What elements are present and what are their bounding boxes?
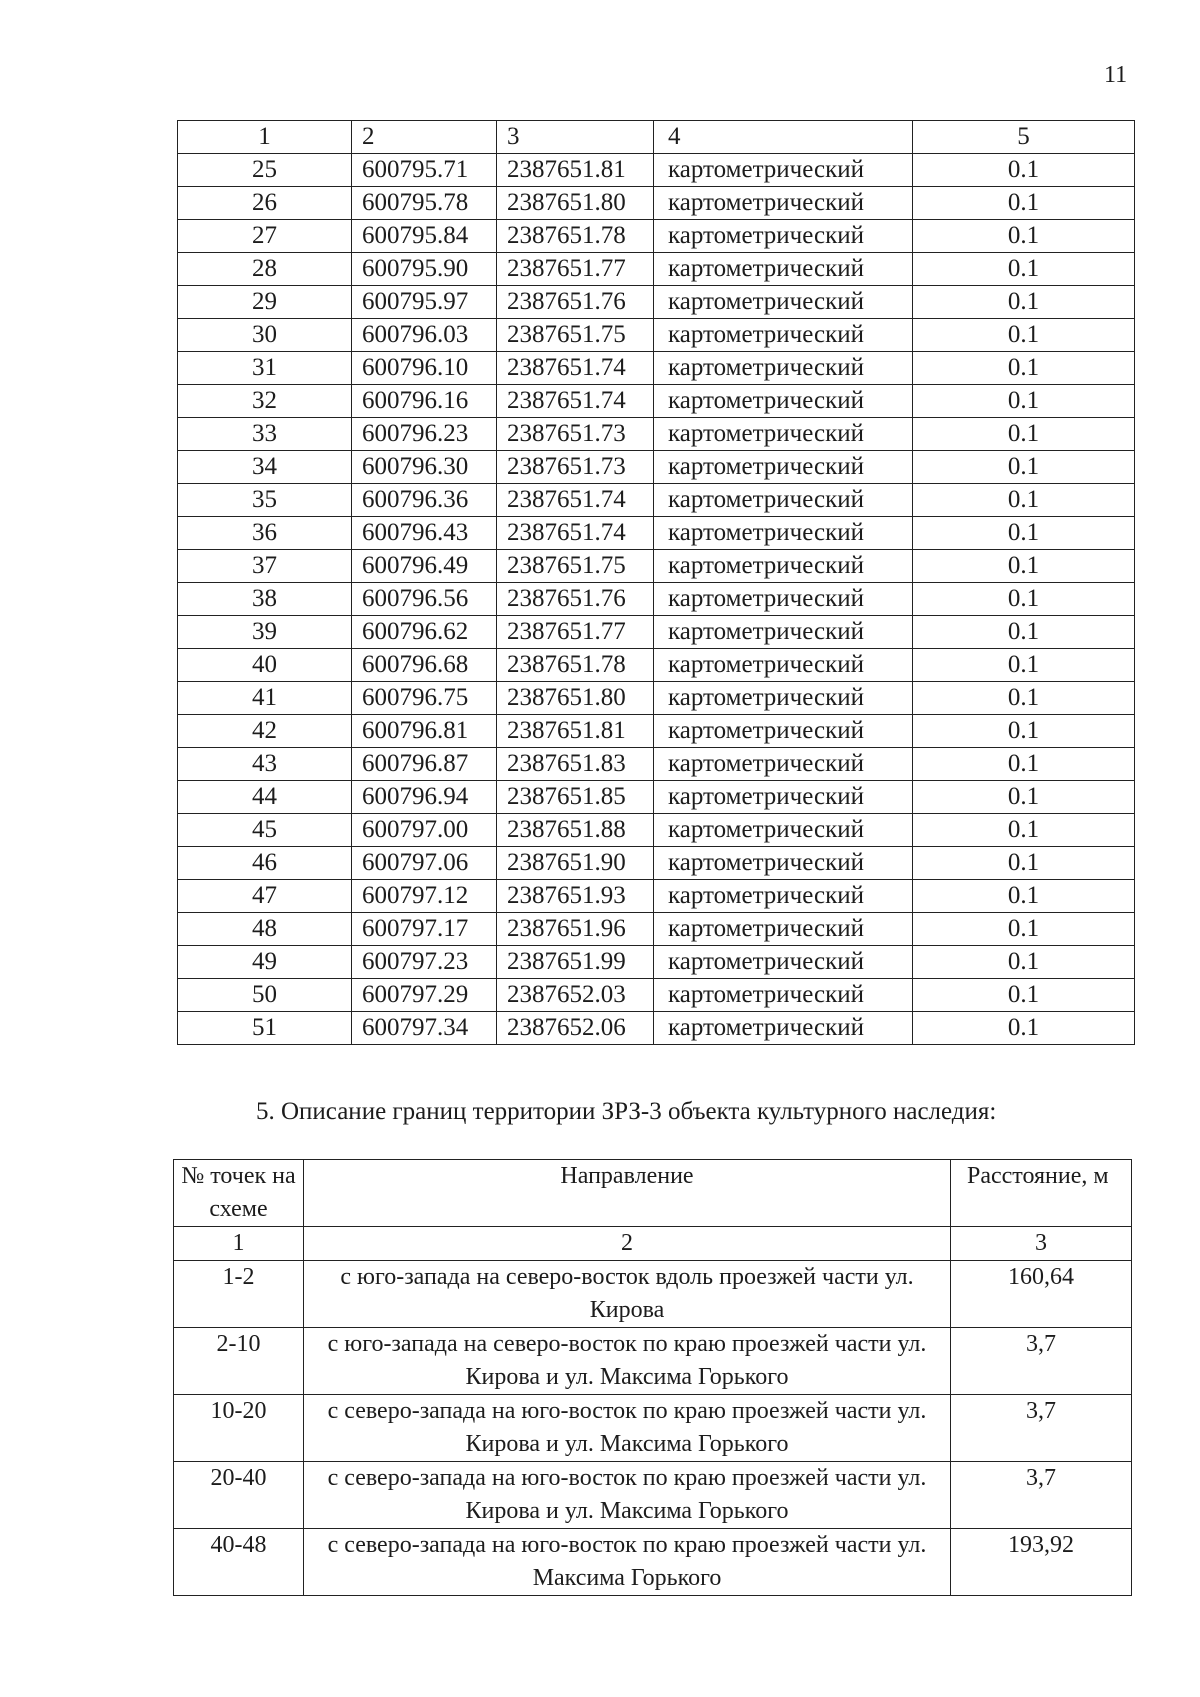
segment-points-cell: 20-40 [174, 1462, 304, 1529]
x-coordinate-cell: 600796.56 [352, 583, 497, 616]
table-row [178, 154, 1135, 187]
table-row [174, 1261, 1132, 1328]
point-number-cell: 48 [178, 913, 352, 946]
accuracy-cell: 0.1 [913, 814, 1135, 847]
method-cell: картометрический [654, 154, 913, 187]
table-row [174, 1529, 1132, 1596]
x-coordinate-cell: 600795.71 [352, 154, 497, 187]
direction-cell: с северо-запада на юго-восток по краю проезжей части ул. Кирова и ул. Максима Горького [304, 1462, 951, 1529]
point-number-cell: 45 [178, 814, 352, 847]
x-coordinate-cell: 600796.49 [352, 550, 497, 583]
direction-cell: с юго-запада на северо-восток по краю проезжей части ул. Кирова и ул. Максима Горького [304, 1328, 951, 1395]
point-number-cell: 26 [178, 187, 352, 220]
x-coordinate-cell: 600796.10 [352, 352, 497, 385]
segment-points-cell: 40-48 [174, 1529, 304, 1596]
table-row [178, 385, 1135, 418]
table-row [178, 979, 1135, 1012]
method-cell: картометрический [654, 682, 913, 715]
x-coordinate-cell: 600796.87 [352, 748, 497, 781]
x-coordinate-cell: 600796.68 [352, 649, 497, 682]
table-row [178, 913, 1135, 946]
boundary-header-row [174, 1160, 1132, 1227]
table-row [174, 1395, 1132, 1462]
accuracy-cell: 0.1 [913, 154, 1135, 187]
method-cell: картометрический [654, 352, 913, 385]
column-number: 2 [304, 1227, 951, 1261]
table-row [178, 748, 1135, 781]
method-cell: картометрический [654, 847, 913, 880]
y-coordinate-cell: 2387651.75 [497, 319, 654, 352]
accuracy-cell: 0.1 [913, 352, 1135, 385]
table-row [178, 550, 1135, 583]
method-cell: картометрический [654, 748, 913, 781]
accuracy-cell: 0.1 [913, 286, 1135, 319]
column-number: 3 [497, 121, 654, 154]
point-number-cell: 38 [178, 583, 352, 616]
table-row [178, 286, 1135, 319]
point-number-cell: 42 [178, 715, 352, 748]
accuracy-cell: 0.1 [913, 880, 1135, 913]
method-cell: картометрический [654, 385, 913, 418]
point-number-cell: 32 [178, 385, 352, 418]
point-number-cell: 47 [178, 880, 352, 913]
header-direction: Направление [304, 1160, 951, 1227]
x-coordinate-cell: 600795.84 [352, 220, 497, 253]
x-coordinate-cell: 600796.23 [352, 418, 497, 451]
distance-cell: 3,7 [951, 1328, 1132, 1395]
method-cell: картометрический [654, 220, 913, 253]
y-coordinate-cell: 2387651.76 [497, 286, 654, 319]
table-row [178, 517, 1135, 550]
y-coordinate-cell: 2387651.80 [497, 187, 654, 220]
y-coordinate-cell: 2387651.83 [497, 748, 654, 781]
method-cell: картометрический [654, 187, 913, 220]
y-coordinate-cell: 2387651.78 [497, 649, 654, 682]
distance-cell: 193,92 [951, 1529, 1132, 1596]
point-number-cell: 51 [178, 1012, 352, 1045]
y-coordinate-cell: 2387652.06 [497, 1012, 654, 1045]
x-coordinate-cell: 600796.16 [352, 385, 497, 418]
point-number-cell: 27 [178, 220, 352, 253]
segment-points-cell: 2-10 [174, 1328, 304, 1395]
accuracy-cell: 0.1 [913, 1012, 1135, 1045]
y-coordinate-cell: 2387651.90 [497, 847, 654, 880]
x-coordinate-cell: 600797.29 [352, 979, 497, 1012]
method-cell: картометрический [654, 781, 913, 814]
table-row [178, 253, 1135, 286]
y-coordinate-cell: 2387651.76 [497, 583, 654, 616]
x-coordinate-cell: 600795.90 [352, 253, 497, 286]
table-row [174, 1328, 1132, 1395]
method-cell: картометрический [654, 253, 913, 286]
distance-cell: 160,64 [951, 1261, 1132, 1328]
direction-cell: с северо-запада на юго-восток по краю проезжей части ул. Максима Горького [304, 1529, 951, 1596]
accuracy-cell: 0.1 [913, 682, 1135, 715]
method-cell: картометрический [654, 550, 913, 583]
point-number-cell: 43 [178, 748, 352, 781]
distance-cell: 3,7 [951, 1395, 1132, 1462]
method-cell: картометрический [654, 418, 913, 451]
point-number-cell: 50 [178, 979, 352, 1012]
table-row [178, 187, 1135, 220]
accuracy-cell: 0.1 [913, 385, 1135, 418]
table-row [178, 220, 1135, 253]
distance-cell: 3,7 [951, 1462, 1132, 1529]
accuracy-cell: 0.1 [913, 715, 1135, 748]
x-coordinate-cell: 600797.06 [352, 847, 497, 880]
segment-points-cell: 1-2 [174, 1261, 304, 1328]
point-number-cell: 44 [178, 781, 352, 814]
method-cell: картометрический [654, 979, 913, 1012]
boundary-table [173, 1159, 1132, 1596]
table-row [178, 418, 1135, 451]
table-row [178, 484, 1135, 517]
y-coordinate-cell: 2387651.99 [497, 946, 654, 979]
accuracy-cell: 0.1 [913, 517, 1135, 550]
y-coordinate-cell: 2387651.77 [497, 616, 654, 649]
table-row [178, 781, 1135, 814]
x-coordinate-cell: 600797.00 [352, 814, 497, 847]
method-cell: картометрический [654, 319, 913, 352]
x-coordinate-cell: 600796.03 [352, 319, 497, 352]
point-number-cell: 30 [178, 319, 352, 352]
method-cell: картометрический [654, 451, 913, 484]
method-cell: картометрический [654, 649, 913, 682]
method-cell: картометрический [654, 583, 913, 616]
direction-cell: с юго-запада на северо-восток вдоль проезжей части ул. Кирова [304, 1261, 951, 1328]
x-coordinate-cell: 600797.34 [352, 1012, 497, 1045]
accuracy-cell: 0.1 [913, 187, 1135, 220]
column-number: 1 [178, 121, 352, 154]
accuracy-cell: 0.1 [913, 253, 1135, 286]
column-number: 1 [174, 1227, 304, 1261]
accuracy-cell: 0.1 [913, 979, 1135, 1012]
accuracy-cell: 0.1 [913, 319, 1135, 352]
y-coordinate-cell: 2387651.77 [497, 253, 654, 286]
x-coordinate-cell: 600797.12 [352, 880, 497, 913]
direction-cell: с северо-запада на юго-восток по краю проезжей части ул. Кирова и ул. Максима Горького [304, 1395, 951, 1462]
x-coordinate-cell: 600796.43 [352, 517, 497, 550]
x-coordinate-cell: 600795.97 [352, 286, 497, 319]
y-coordinate-cell: 2387651.74 [497, 352, 654, 385]
table-row [178, 946, 1135, 979]
x-coordinate-cell: 600796.81 [352, 715, 497, 748]
point-number-cell: 40 [178, 649, 352, 682]
header-distance: Расстояние, м [951, 1160, 1132, 1227]
method-cell: картометрический [654, 946, 913, 979]
x-coordinate-cell: 600795.78 [352, 187, 497, 220]
point-number-cell: 29 [178, 286, 352, 319]
table-row [174, 1462, 1132, 1529]
y-coordinate-cell: 2387651.85 [497, 781, 654, 814]
point-number-cell: 41 [178, 682, 352, 715]
accuracy-cell: 0.1 [913, 946, 1135, 979]
point-number-cell: 39 [178, 616, 352, 649]
y-coordinate-cell: 2387651.96 [497, 913, 654, 946]
table-row [178, 682, 1135, 715]
table-row [178, 1012, 1135, 1045]
point-number-cell: 36 [178, 517, 352, 550]
accuracy-cell: 0.1 [913, 220, 1135, 253]
y-coordinate-cell: 2387651.88 [497, 814, 654, 847]
column-number: 5 [913, 121, 1135, 154]
coordinates-header-row [178, 121, 1135, 154]
x-coordinate-cell: 600796.94 [352, 781, 497, 814]
table-row [178, 319, 1135, 352]
method-cell: картометрический [654, 715, 913, 748]
accuracy-cell: 0.1 [913, 649, 1135, 682]
y-coordinate-cell: 2387652.03 [497, 979, 654, 1012]
y-coordinate-cell: 2387651.73 [497, 418, 654, 451]
accuracy-cell: 0.1 [913, 583, 1135, 616]
column-number: 4 [654, 121, 913, 154]
page-number: 11 [1104, 62, 1128, 88]
point-number-cell: 25 [178, 154, 352, 187]
x-coordinate-cell: 600796.75 [352, 682, 497, 715]
point-number-cell: 28 [178, 253, 352, 286]
x-coordinate-cell: 600797.17 [352, 913, 497, 946]
x-coordinate-cell: 600797.23 [352, 946, 497, 979]
y-coordinate-cell: 2387651.73 [497, 451, 654, 484]
table-row [178, 616, 1135, 649]
y-coordinate-cell: 2387651.74 [497, 385, 654, 418]
table-row [178, 451, 1135, 484]
accuracy-cell: 0.1 [913, 748, 1135, 781]
x-coordinate-cell: 600796.62 [352, 616, 497, 649]
point-number-cell: 49 [178, 946, 352, 979]
y-coordinate-cell: 2387651.78 [497, 220, 654, 253]
y-coordinate-cell: 2387651.80 [497, 682, 654, 715]
method-cell: картометрический [654, 484, 913, 517]
point-number-cell: 37 [178, 550, 352, 583]
x-coordinate-cell: 600796.30 [352, 451, 497, 484]
method-cell: картометрический [654, 286, 913, 319]
y-coordinate-cell: 2387651.74 [497, 517, 654, 550]
method-cell: картометрический [654, 517, 913, 550]
point-number-cell: 35 [178, 484, 352, 517]
table-row [178, 814, 1135, 847]
x-coordinate-cell: 600796.36 [352, 484, 497, 517]
method-cell: картометрический [654, 1012, 913, 1045]
point-number-cell: 31 [178, 352, 352, 385]
column-number: 3 [951, 1227, 1132, 1261]
point-number-cell: 34 [178, 451, 352, 484]
accuracy-cell: 0.1 [913, 616, 1135, 649]
accuracy-cell: 0.1 [913, 847, 1135, 880]
accuracy-cell: 0.1 [913, 550, 1135, 583]
accuracy-cell: 0.1 [913, 781, 1135, 814]
coordinates-table [177, 120, 1135, 1045]
method-cell: картометрический [654, 880, 913, 913]
method-cell: картометрический [654, 814, 913, 847]
accuracy-cell: 0.1 [913, 913, 1135, 946]
accuracy-cell: 0.1 [913, 451, 1135, 484]
y-coordinate-cell: 2387651.81 [497, 154, 654, 187]
accuracy-cell: 0.1 [913, 418, 1135, 451]
y-coordinate-cell: 2387651.81 [497, 715, 654, 748]
table-row [178, 583, 1135, 616]
table-row [178, 352, 1135, 385]
header-points: № точек на схеме [174, 1160, 304, 1227]
point-number-cell: 46 [178, 847, 352, 880]
y-coordinate-cell: 2387651.93 [497, 880, 654, 913]
method-cell: картометрический [654, 616, 913, 649]
section-title: 5. Описание границ территории ЗРЗ-3 объекта культурного наследия: [256, 1098, 997, 1125]
y-coordinate-cell: 2387651.75 [497, 550, 654, 583]
segment-points-cell: 10-20 [174, 1395, 304, 1462]
boundary-column-numbers-row [174, 1227, 1132, 1261]
method-cell: картометрический [654, 913, 913, 946]
accuracy-cell: 0.1 [913, 484, 1135, 517]
column-number: 2 [352, 121, 497, 154]
table-row [178, 649, 1135, 682]
point-number-cell: 33 [178, 418, 352, 451]
table-row [178, 847, 1135, 880]
table-row [178, 715, 1135, 748]
table-row [178, 880, 1135, 913]
y-coordinate-cell: 2387651.74 [497, 484, 654, 517]
